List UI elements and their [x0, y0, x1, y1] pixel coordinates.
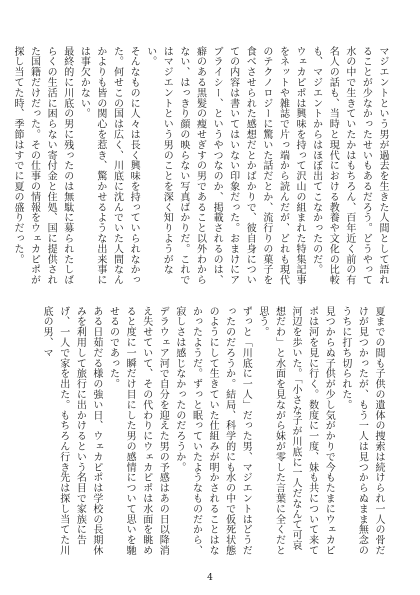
paragraph: 最終的に川底の男に残ったのは無駄に募られたしばらくの生活に困らない寄付金と住処、国に提供された国籍だけだった。その仕事の情報をウェカピポが探し当てた時、季節はすでに夏の盛りだった。 [11, 46, 73, 286]
paragraph: 夏までの間も子供の遺体の捜索は続けられ一人の骨だけが見つかったが、もう一人は見つからぬまま無念のうちに打ち切られた。 [339, 306, 384, 556]
paragraph: マジエントという男が過去を生きた人間として語れることが少なかったせいもあるだろう。どうやって水の中で生きていたかはもちろん、百年近く前の有名人の話も、当時と現代における教養や文化の比較も、マジエントからはほぼ出てこなかったのだ。 [310, 46, 388, 286]
bottom-text-block [41, 306, 386, 556]
paragraph: ある日茹だる様の強い日、ウェカピポは学校の長期休みを利用して旅行に出かけるという名目で家族に告げ、一人で家を出た。もちろん行き先は探し当てた川底の男、マ [41, 306, 102, 556]
paragraph: そんなものに人々は長く興味を持っていられなかった。何せこの国は広く、川底に沈んでいた人間なんかよりも皆の関心を惹き、驚かせるような出来事には事欠かない。 [78, 46, 140, 286]
top-text-block [11, 46, 390, 286]
paragraph: 見つからぬ子供が少し気がかりで今もたまにウェカピポは河を見に行く。数度に一度、妹も共について来て河辺を歩いた。「小さな子が川底に一人だなんて可哀想だわ」と水面を見ながら妹が零した言葉に全くだと思う。 [256, 306, 335, 556]
paragraph: ずっと「川底に一人」だった男、マジエントはどうだったのだろうか。結局、科学的にも水の中で仮死状態のようにして生きていた仕組みが明かされることはなかったようだ。ずっと眠っていたようなものだから、寂しさは感じなかったのだろうか。 [173, 306, 252, 556]
paragraph: デラウェア河で自分を迎えた男の予感はあの日以降消え失せていて、その代わりにウェカピポは水面を眺めると度に一瞬だけ目にした男の感情について思いを馳せるのであった。 [107, 306, 169, 556]
paragraph: ウェカピポは興味を持って沢山の組まれた特集記事をネットや雑誌で片っ端から読んだが、どれも現代のテクノロジーに驚いた話だとか、流行りの菓子を食べさせられた感想だとかばかりで、彼自身についての内容は書いてはいない印象だった。おまけにアブライシー、というやつなのか、掲載されるのは、癖のある黒髪の瘦せぎすの男であること以外わからない、はっきり顔の映らない写真ばかりだ。これではマジエントという男のことを深く知りようがない。 [144, 46, 306, 286]
page-number: 4 [207, 573, 213, 583]
